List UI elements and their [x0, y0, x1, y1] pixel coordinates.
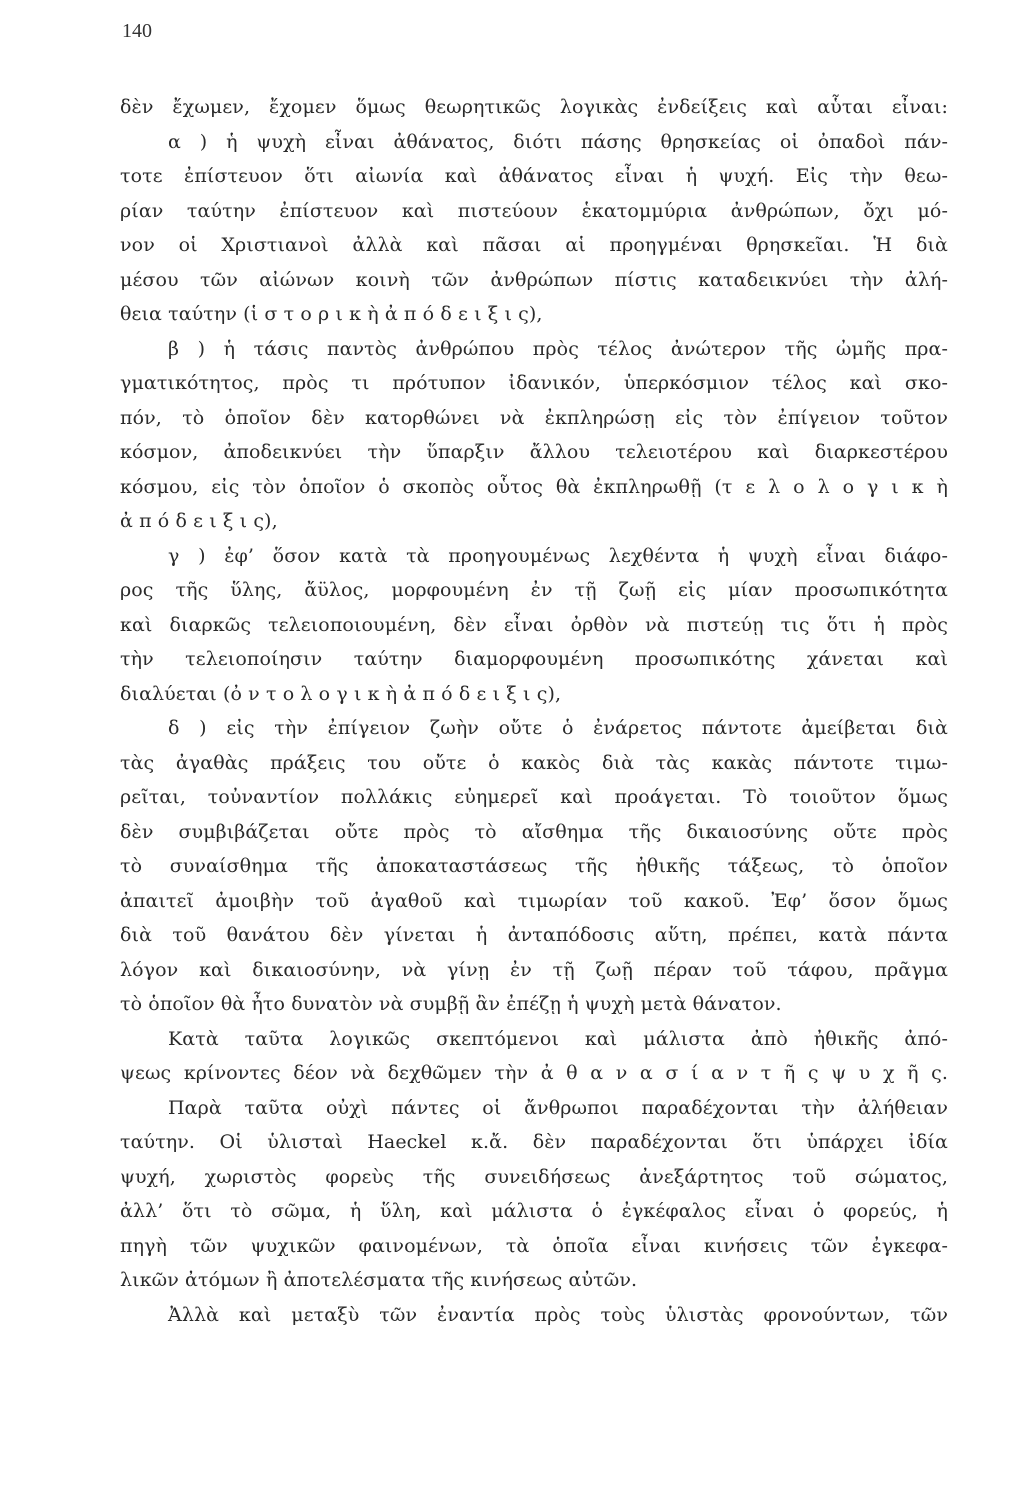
text-line: πόν, τὸ ὁποῖον δὲν κατορθώνει νὰ ἐκπληρώσῃ εἰς τὸν ἐπίγειον τοῦτον	[120, 406, 948, 429]
text-line: τὴν τελειοποίησιν ταύτην διαμορφουμένη προσωπικότης χάνεται καὶ	[120, 648, 948, 670]
text-line: α ) ἡ ψυχὴ εἶναι ἀθάνατος, διότι πάσης θρησκείας οἱ ὀπαδοὶ πάν-	[168, 130, 948, 153]
text-line: λικῶν ἀτόμων ἢ ἀποτελέσματα τῆς κινήσεως αὐτῶν.	[120, 1269, 638, 1291]
text-line: Κατὰ ταῦτα λογικῶς σκεπτόμενοι καὶ μάλιστα ἀπὸ ἠθικῆς ἀπό-	[168, 1027, 948, 1050]
text-line: ψυχή, χωριστὸς φορεὺς τῆς συνειδήσεως ἀνεξάρτητος τοῦ σώματος,	[120, 1165, 948, 1188]
text-line: ψεως κρίνοντες δέον νὰ δεχθῶμεν τὴν ἀ θ α ν α σ ί α ν τ ῆ ς ψ υ χ ῆ ς.	[120, 1062, 948, 1084]
text-line: ἀ π ό δ ε ι ξ ι ς),	[120, 510, 278, 532]
text-line: τὸ ὁποῖον θὰ ἦτο δυνατὸν νὰ συμβῇ ἂν ἐπέζῃ ἡ ψυχὴ μετὰ θάνατον.	[120, 993, 782, 1015]
text-line: κόσμον, ἀποδεικνύει τὴν ὕπαρξιν ἄλλου τελειοτέρου καὶ διαρκεστέρου	[120, 441, 948, 463]
body-text	[120, 90, 948, 1332]
text-line: καὶ διαρκῶς τελειοποιουμένη, δὲν εἶναι ὀρθὸν νὰ πιστεύῃ τις ὅτι ἡ πρὸς	[120, 613, 948, 636]
text-line: ρεῖται, τοὐναντίον πολλάκις εὐημερεῖ καὶ προάγεται. Τὸ τοιοῦτον ὅμως	[120, 786, 948, 808]
text-line: δὲν συμβιβάζεται οὔτε πρὸς τὸ αἴσθημα τῆς δικαιοσύνης οὔτε πρὸς	[120, 820, 948, 843]
text-line: ρος τῆς ὕλης, ἄϋλος, μορφουμένη ἐν τῇ ζωῇ εἰς μίαν προσωπικότητα	[120, 579, 948, 601]
text-line: γματικότητος, πρὸς τι πρότυπον ἰδανικόν, ὑπερκόσμιον τέλος καὶ σκο-	[120, 372, 948, 394]
text-line: γ ) ἐφ’ ὅσον κατὰ τὰ προηγουμένως λεχθέντα ἡ ψυχὴ εἶναι διάφο-	[168, 544, 948, 567]
text-line: διὰ τοῦ θανάτου δὲν γίνεται ἡ ἀνταπόδοσις αὕτη, πρέπει, κατὰ πάντα	[120, 924, 948, 946]
text-line: κόσμου, εἰς τὸν ὁποῖον ὁ σκοπὸς οὗτος θὰ ἐκπληρωθῇ (τ ε λ ο λ ο γ ι κ ὴ	[120, 475, 948, 498]
text-line: τοτε ἐπίστευον ὅτι αἰωνία καὶ ἀθάνατος εἶναι ἡ ψυχή. Εἰς τὴν θεω-	[120, 165, 948, 187]
text-line: β ) ἡ τάσις παντὸς ἀνθρώπου πρὸς τέλος ἀνώτερον τῆς ὠμῆς πρα-	[168, 337, 948, 360]
text-line: διαλύεται (ὀ ν τ ο λ ο γ ι κ ὴ ἀ π ό δ ε ι ξ ι ς),	[120, 682, 562, 705]
text-line: πηγὴ τῶν ψυχικῶν φαινομένων, τὰ ὁποῖα εἶναι κινήσεις τῶν ἐγκεφα-	[120, 1234, 948, 1257]
text-line: ρίαν ταύτην ἐπίστευον καὶ πιστεύουν ἑκατομμύρια ἀνθρώπων, ὄχι μό-	[120, 199, 948, 222]
text-line: Παρὰ ταῦτα οὐχὶ πάντες οἱ ἄνθρωποι παραδέχονται τὴν ἀλήθειαν	[168, 1096, 948, 1119]
text-line: ταύτην. Οἱ ὑλισταὶ Haeckel κ.ἄ. δὲν παραδέχονται ὅτι ὑπάρχει ἰδία	[120, 1131, 948, 1153]
text-line: δὲν ἔχωμεν, ἔχομεν ὅμως θεωρητικῶς λογικὰς ἐνδείξεις καὶ αὗται εἶναι:	[120, 96, 948, 118]
text-line: τὸ συναίσθημα τῆς ἀποκαταστάσεως τῆς ἠθικῆς τάξεως, τὸ ὁποῖον	[120, 855, 948, 877]
text-line: νον οἱ Χριστιανοὶ ἀλλὰ καὶ πᾶσαι αἱ προηγμέναι θρησκεῖαι. Ἡ διὰ	[120, 234, 948, 256]
text-line: λόγον καὶ δικαιοσύνην, νὰ γίνῃ ἐν τῇ ζωῇ πέραν τοῦ τάφου, πρᾶγμα	[120, 958, 948, 981]
text-line: δ ) εἰς τὴν ἐπίγειον ζωὴν οὔτε ὁ ἐνάρετος πάντοτε ἀμείβεται διὰ	[168, 717, 948, 739]
text-line: τὰς ἀγαθὰς πράξεις του οὔτε ὁ κακὸς διὰ τὰς κακὰς πάντοτε τιμω-	[120, 751, 948, 774]
text-line: ἀλλ’ ὅτι τὸ σῶμα, ἡ ὕλη, καὶ μάλιστα ὁ ἐγκέφαλος εἶναι ὁ φορεύς, ἡ	[120, 1200, 948, 1222]
page-number: 140	[122, 20, 152, 42]
text-line: θεια ταύτην (ἱ σ τ ο ρ ι κ ὴ ἀ π ό δ ε ι ξ ι ς),	[120, 303, 543, 325]
text-line: ἀπαιτεῖ ἀμοιβὴν τοῦ ἀγαθοῦ καὶ τιμωρίαν τοῦ κακοῦ. Ἐφ’ ὅσον ὅμως	[120, 889, 948, 912]
text-line: Ἀλλὰ καὶ μεταξὺ τῶν ἐναντία πρὸς τοὺς ὑλιστὰς φρονούντων, τῶν	[168, 1303, 948, 1326]
text-line: μέσου τῶν αἰώνων κοινὴ τῶν ἀνθρώπων πίστις καταδεικνύει τὴν ἀλή-	[120, 268, 948, 291]
